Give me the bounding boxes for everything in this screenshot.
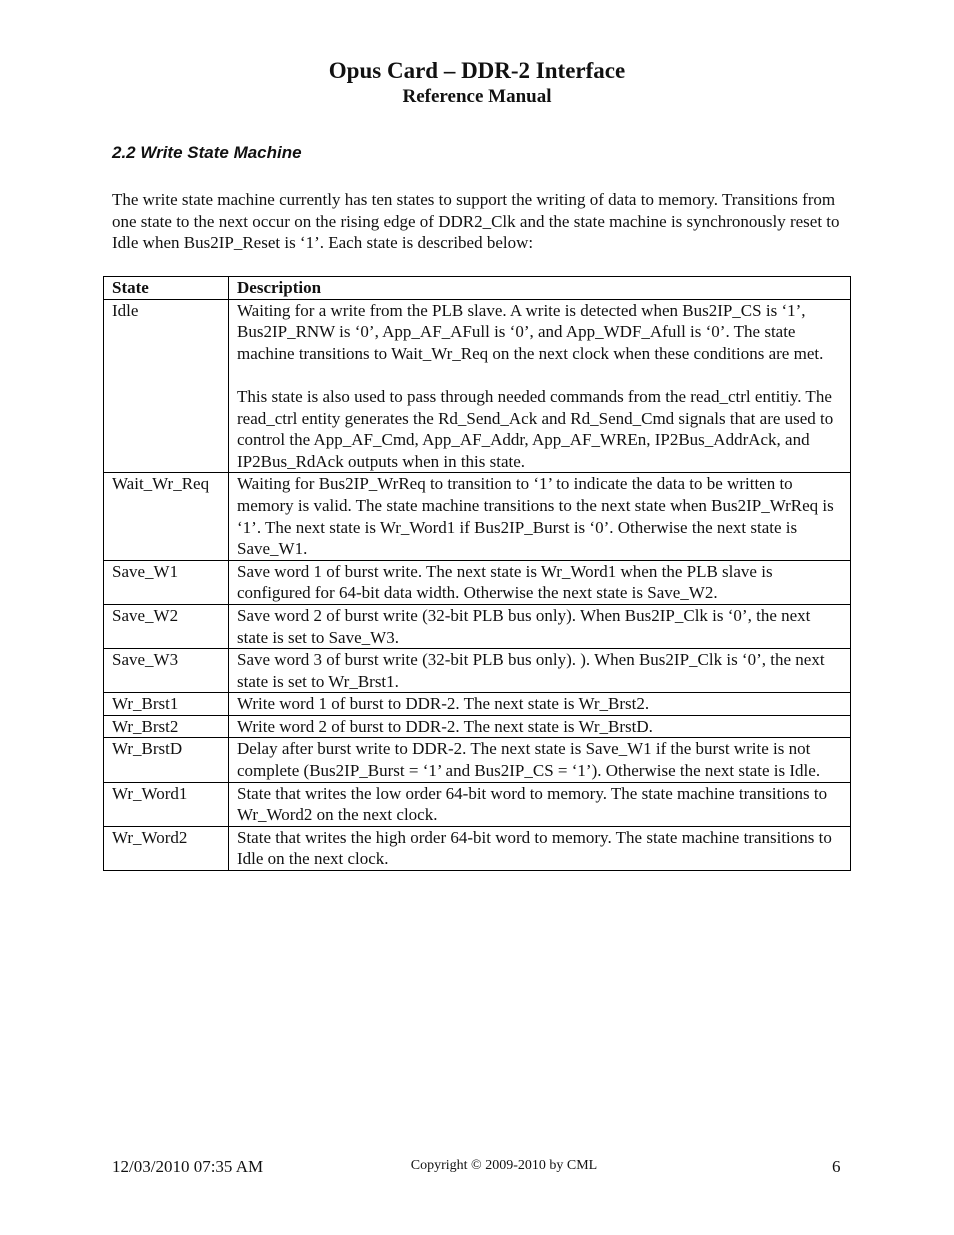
- state-description-cell: [229, 299, 851, 473]
- state-name-cell: Idle: [104, 299, 229, 473]
- state-table-body: [104, 299, 851, 870]
- column-header-description: Description: [229, 277, 851, 300]
- description-paragraph: State that writes the low order 64-bit word to memory. The state machine transitions to Wr_Word2 on the next clock.: [237, 783, 828, 825]
- description-paragraph: Save word 2 of burst write (32-bit PLB bus only). When Bus2IP_Clk is ‘0’, the next state is set to Save_W3.: [237, 605, 811, 647]
- page-number: 6: [832, 1157, 841, 1176]
- column-header-state: State: [104, 277, 229, 300]
- description-paragraph: State that writes the high order 64-bit word to memory. The state machine transitions to Idle on the next clock.: [237, 827, 832, 869]
- state-name-cell: Wr_BrstD: [104, 738, 229, 782]
- state-name-cell: Wr_Brst1: [104, 693, 229, 716]
- table-row: [104, 473, 851, 560]
- state-description-cell: [229, 604, 851, 648]
- state-name-cell: Save_W2: [104, 604, 229, 648]
- state-description-cell: [229, 782, 851, 826]
- state-description-cell: [229, 826, 851, 870]
- table-row: [104, 738, 851, 782]
- description-paragraph: Save word 3 of burst write (32-bit PLB bus only). ). When Bus2IP_Clk is ‘0’, the next state is set to Wr_Brst1.: [237, 650, 825, 691]
- table-header-row: [104, 277, 851, 300]
- state-name-cell: Wr_Brst2: [104, 715, 229, 738]
- state-description-cell: [229, 693, 851, 716]
- table-row: [104, 604, 851, 648]
- state-description-cell: [229, 473, 851, 560]
- table-row: [104, 299, 851, 473]
- description-paragraph: Delay after burst write to DDR-2. The next state is Save_W1 if the burst write is not complete (Bus2IP_Burst = ‘1’ and Bus2IP_CS = ‘1’). Otherwise the next state is Idle.: [237, 739, 821, 781]
- state-description-cell: [229, 560, 851, 604]
- state-name-cell: Wr_Word1: [104, 782, 229, 826]
- table-row: [104, 782, 851, 826]
- table-row: [104, 560, 851, 604]
- description-paragraph: This state is also used to pass through needed commands from the read_ctrl entitiy. The read_ctrl entity generates the Rd_Send_Ack and Rd_Send_Cmd signals that are used to control the App_AF_Cmd, App_AF_Addr, App_AF_WREn, IP2Bus_AddrAck, and IP2Bus_RdAck outputs when in this state.: [237, 386, 834, 471]
- description-paragraph: Write word 1 of burst to DDR-2. The next state is Wr_Brst2.: [237, 694, 650, 714]
- description-paragraph: Waiting for a write from the PLB slave. A write is detected when Bus2IP_CS is ‘1’, Bus2IP_RNW is ‘0’, App_AF_AFull is ‘0’, and App_WDF_Afull is ‘0’. The state machine transitions to Wait_Wr_Req on the next clock when these conditions are met.: [237, 300, 824, 363]
- intro-paragraph: The write state machine currently has ten states to support the writing of data to memory. Transitions from one state to the next occur on the rising edge of DDR2_Clk and the state machine is synchronously reset to Idle when Bus2IP_Reset is ‘1’. Each state is described below:: [112, 190, 840, 252]
- state-name-cell: Save_W1: [104, 560, 229, 604]
- state-name-cell: Save_W3: [104, 649, 229, 693]
- description-paragraph: Save word 1 of burst write. The next state is Wr_Word1 when the PLB slave is configured for 64-bit data width. Otherwise the next state is Save_W2.: [237, 561, 773, 603]
- state-name-cell: Wait_Wr_Req: [104, 473, 229, 560]
- footer-copyright: Copyright © 2009-2010 by CML: [410, 1158, 598, 1173]
- state-table: [103, 276, 851, 871]
- state-description-cell: [229, 738, 851, 782]
- table-row: [104, 715, 851, 738]
- section-heading: 2.2 Write State Machine: [112, 143, 302, 162]
- document-title: Opus Card – DDR-2 Interface: [328, 58, 626, 83]
- description-paragraph: Write word 2 of burst to DDR-2. The next state is Wr_BrstD.: [237, 716, 653, 736]
- table-row: [104, 693, 851, 716]
- table-row: [104, 826, 851, 870]
- table-row: [104, 649, 851, 693]
- document-subtitle: Reference Manual: [402, 86, 552, 107]
- description-paragraph: Waiting for Bus2IP_WrReq to transition to ‘1’ to indicate the data to be written to memory is valid. The state machine transitions to the next state when Bus2IP_WrReq is ‘1’. The next state is Wr_Word1 if Bus2IP_Burst is ‘0’. Otherwise the next state is Save_W1.: [237, 474, 834, 559]
- state-description-cell: [229, 715, 851, 738]
- state-description-cell: [229, 649, 851, 693]
- footer-timestamp: 12/03/2010 07:35 AM: [112, 1157, 264, 1176]
- state-name-cell: Wr_Word2: [104, 826, 229, 870]
